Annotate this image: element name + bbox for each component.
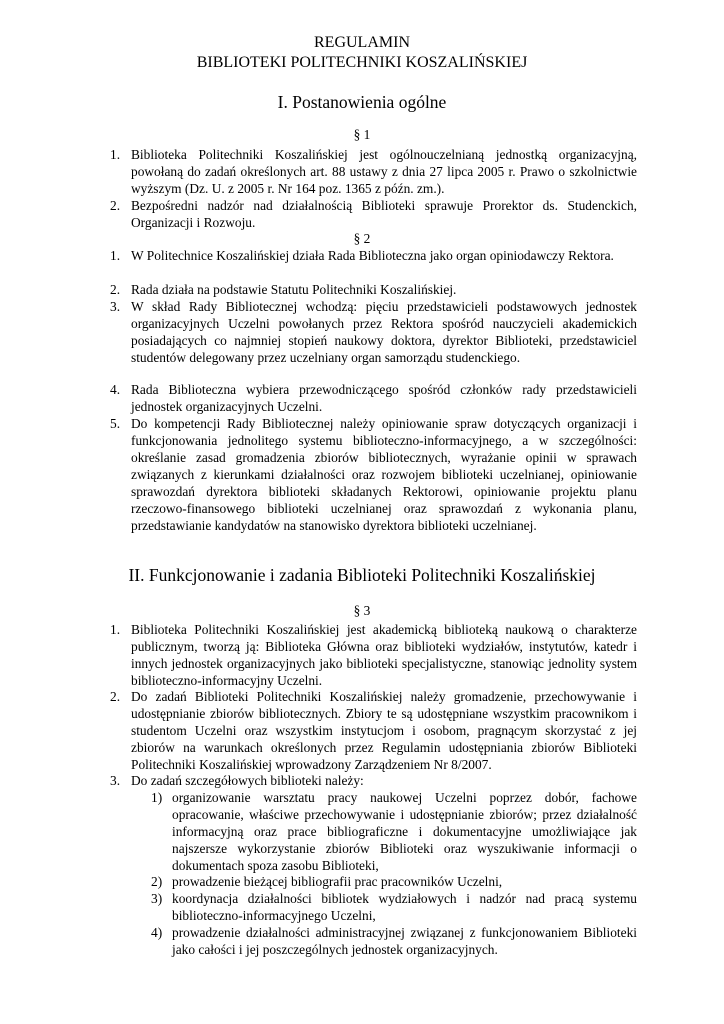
list-item-number: 2. <box>110 198 121 213</box>
list-item-number: 1. <box>110 147 121 162</box>
sub-list-item <box>151 873 637 890</box>
sub-list-item-number: 2) <box>151 874 163 889</box>
list-item-number: 2. <box>110 282 121 297</box>
list-item-text: Do zadań Biblioteki Politechniki Koszalińskiej należy gromadzenie, przechowywanie i udostępnianie zbiorów bibliotecznych. Zbiory te są udostępniane wszystkim pracownikom i studentom Uczelni oraz wszystkim instytucjom i osobom, pragnącym skorzystać z jej zbiorów na warunkach określonych przez Regulamin udostępniania zbiorów Biblioteki Politechniki Koszalińskiej wprowadzony Zarządzeniem Nr 8/2007. <box>131 689 637 772</box>
sub-list-item-number: 1) <box>151 790 163 805</box>
list-item-number: 4. <box>110 382 121 397</box>
sub-list-item <box>151 890 637 924</box>
list-item-text: Biblioteka Politechniki Koszalińskiej jest akademicką biblioteką naukową o charakterze publicznym, tworzą ją: Biblioteka Główna oraz biblioteki wydziałów, instytutów, katedr i innych jednostek organizacyjnych jako biblioteki specjalistyczne, stanowiąc jednolity system biblioteczno-informacyjny Uczelni. <box>131 622 637 688</box>
list-item-text: Do kompetencji Rady Bibliotecznej należy opiniowanie spraw dotyczących organizacji i funkcjonowania jednolitego systemu biblioteczno-informacyjnego, a w szczególności: określanie zasad gromadzenia zbiorów bibliotecznych, wyrażanie opinii w sprawach związanych z kierunkami działalności oraz rozwojem biblioteki uczelnianej, opiniowanie sprawozdań dyrektora biblioteki składanych Rektorowi, opiniowanie projektu planu rzeczowo-finansowego biblioteki uczelnianej oraz sprawozdań z wykonania planu, przedstawianie kandydatów na stanowisko dyrektora biblioteki uczelnianej. <box>131 416 637 533</box>
list-item-text: Biblioteka Politechniki Koszalińskiej jest ogólnouczelnianą jednostką organizacyjną, powołaną do zadań określonych art. 88 ustawy z dnia 27 lipca 2005 r. Prawo o szkolnictwie wyższym (Dz. U. z 2005 r. Nr 164 poz. 1365 z późn. zm.). <box>131 147 637 196</box>
list-item-text: Rada Biblioteczna wybiera przewodniczącego spośród członków rady przedstawicieli jednostek organizacyjnych Uczelni. <box>131 382 637 414</box>
paragraph-label-1: § 1 <box>353 127 371 142</box>
list-item <box>110 688 637 773</box>
list-item <box>110 146 637 197</box>
sub-list-item <box>151 789 637 874</box>
list-item <box>110 621 637 689</box>
list-item-text: W skład Rady Bibliotecznej wchodzą: pięciu przedstawicieli podstawowych jednostek organizacyjnych Uczelni powołanych przez Rektora spośród nauczycieli akademickich posiadających co najmniej stopień naukowy doktora, dyrektor Biblioteki, przedstawiciel studentów delegowany przez uczelniany organ samorządu studenckiego. <box>131 299 637 365</box>
list-item <box>110 247 637 264</box>
list-item-number: 2. <box>110 689 121 704</box>
sub-list-item-number: 4) <box>151 925 163 940</box>
list-item <box>110 298 637 366</box>
list-item <box>110 415 637 534</box>
list-item-text: W Politechnice Koszalińskiej działa Rada Biblioteczna jako organ opiniodawczy Rektora. <box>131 248 614 263</box>
sub-list-item-text: organizowanie warsztatu pracy naukowej Uczelni poprzez dobór, fachowe opracowanie, właściwe przechowywanie i udostępnianie zbiorów; przez działalność informacyjną oraz prace bibliograficzne i dokumentacyjne umożliwiające jak najszersze wykorzystanie zbiorów Biblioteki oraz wyszukiwanie informacji o dokumentach spoza zasobu Biblioteki, <box>172 790 637 873</box>
section-heading-1: I. Postanowienia ogólne <box>277 92 447 112</box>
list-item-number: 1. <box>110 248 121 263</box>
list-item-text: Rada działa na podstawie Statutu Politechniki Koszalińskiej. <box>131 282 457 297</box>
list-item-number: 1. <box>110 622 121 637</box>
list-item <box>110 772 637 789</box>
list-item-text: Do zadań szczegółowych biblioteki należy: <box>131 773 364 788</box>
sub-list-item-text: prowadzenie działalności administracyjnej związanej z funkcjonowaniem Biblioteki jako całości i jej poszczególnych jednostek organizacyjnych. <box>172 925 637 957</box>
paragraph-label-3: § 3 <box>353 603 371 618</box>
sub-list-item-text: prowadzenie bieżącej bibliografii prac pracowników Uczelni, <box>172 874 503 889</box>
list-item <box>110 197 637 231</box>
list-item-number: 5. <box>110 416 121 431</box>
list-item <box>110 381 637 415</box>
document-title-line2: BIBLIOTEKI POLITECHNIKI KOSZALIŃSKIEJ <box>196 54 528 71</box>
document-title-line1: REGULAMIN <box>314 34 410 51</box>
sub-list-item <box>151 924 637 958</box>
paragraph-label-2: § 2 <box>353 231 371 246</box>
sub-list-item-number: 3) <box>151 891 163 906</box>
section-heading-2: II. Funkcjonowanie i zadania Biblioteki Politechniki Koszalińskiej <box>128 565 596 585</box>
sub-list-item-text: koordynacja działalności bibliotek wydziałowych i nadzór nad pracą systemu biblioteczno-informacyjnego Uczelni, <box>172 891 637 923</box>
list-item-text: Bezpośredni nadzór nad działalnością Biblioteki sprawuje Prorektor ds. Studenckich, Organizacji i Rozwoju. <box>131 198 637 230</box>
list-item-number: 3. <box>110 773 121 788</box>
list-item <box>110 281 637 298</box>
list-item-number: 3. <box>110 299 121 314</box>
